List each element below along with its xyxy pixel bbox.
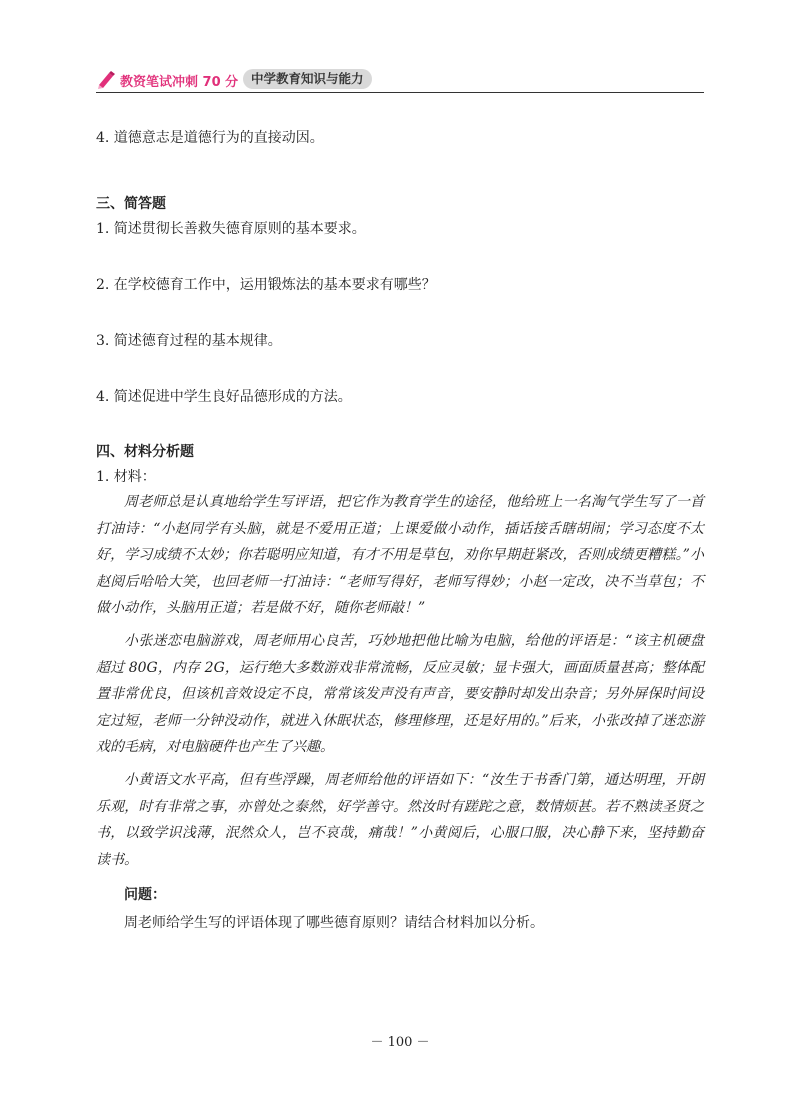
material-paragraph-2: 小张迷恋电脑游戏，周老师用心良苦，巧妙地把他比喻为电脑，给他的评语是：“该主机硬盘超过 80G，内存 2G，运行绝大多数游戏非常流畅，反应灵敏；显卡强大，画面质量甚高；整体配置非常优良，但该机音效设定不良，常常该发声没有声音，要安静时却发出杂音；另外屏保时间设定过短，老师一分钟没动作，就进入休眠状态，修理修理，还是好用的。”后来，小张改掉了迷恋游戏的毛病，对电脑硬件也产生了兴趣。 [96, 633, 704, 755]
material-paragraph-1: 周老师总是认真地给学生写评语，把它作为教育学生的途径，他给班上一名淘气学生写了一首打油诗：“小赵同学有头脑，就是不爱用正道；上课爱做小动作，插话接舌瞎胡闹；学习态度不太好，学习成绩不太妙；你若聪明应知道，有才不用是草包，劝你早期赶紧改，否则成绩更糟糕。”小赵阅后哈哈大笑，也回老师一打油诗：“老师写得好，老师写得妙；小赵一定改，决不当草包；不做小动作，头脑用正道；若是做不好，随你老师敲！” [96, 494, 704, 616]
short-answer-item-4: 4. 简述促进中学生良好品德形成的方法。 [96, 389, 352, 405]
header-rule [96, 92, 704, 93]
material-label: 1. 材料： [96, 469, 156, 485]
series-title: 教资笔试冲刺 70 分 [120, 75, 239, 90]
short-answer-item-2: 2. 在学校德育工作中，运用锻炼法的基本要求有哪些？ [96, 277, 436, 293]
question-text: 周老师给学生写的评语体现了哪些德育原则？请结合材料加以分析。 [124, 915, 544, 931]
material-paragraph-3: 小黄语文水平高，但有些浮躁，周老师给他的评语如下：“汝生于书香门第，通达明理，开朗乐观，时有非常之事，亦曾处之泰然，好学善守。然汝时有蹉跎之意，数情烦甚。若不熟读圣贤之书，以致学识浅薄，泯然众人，岂不哀哉，痛哉！”小黄阅后，心服口服，决心静下来，坚持勤奋读书。 [96, 772, 704, 868]
section-title-material-analysis: 四、材料分析题 [96, 444, 194, 460]
running-header [96, 68, 704, 94]
short-answer-item-3: 3. 简述德育过程的基本规律。 [96, 333, 282, 349]
page-number: － 100 － [370, 1035, 430, 1050]
pencil-icon [96, 70, 116, 90]
question-label: 问题： [124, 887, 166, 903]
prev-item: 4. 道德意志是道德行为的直接动因。 [96, 130, 324, 146]
book-title-badge: 中学教育知识与能力 [243, 69, 372, 89]
short-answer-item-1: 1. 简述贯彻长善救失德育原则的基本要求。 [96, 221, 366, 237]
section-title-short-answer: 三、简答题 [96, 196, 166, 212]
